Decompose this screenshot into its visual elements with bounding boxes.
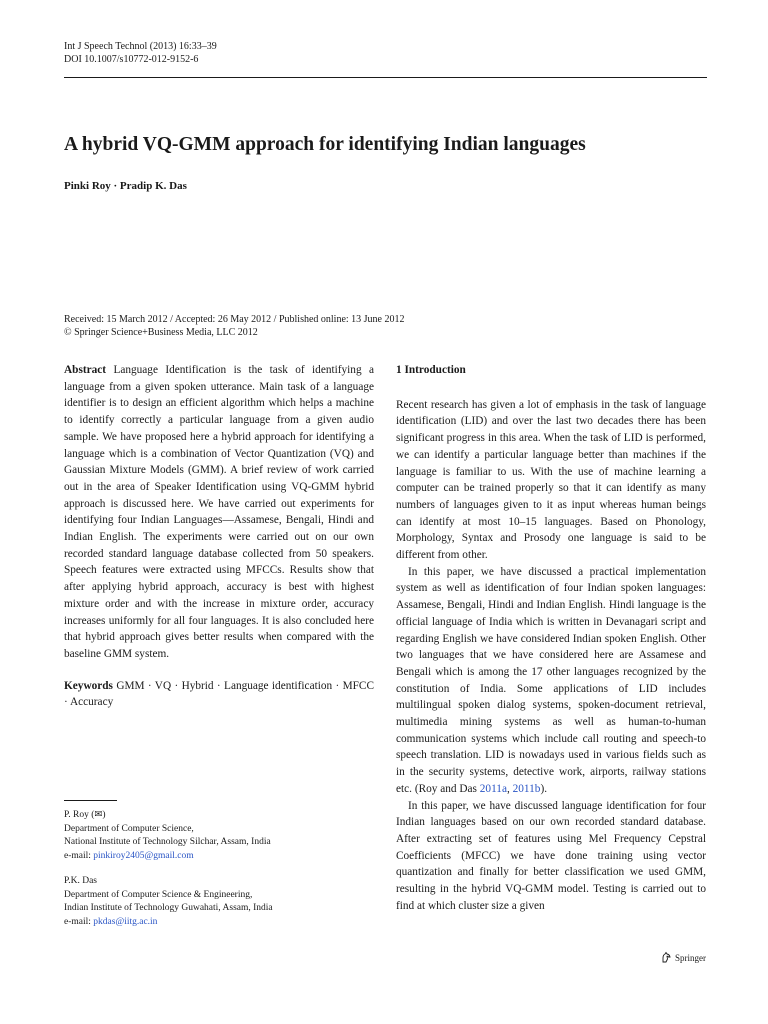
keywords — [64, 678, 374, 711]
email-link-roy[interactable]: pinkiroy2405@gmail.com — [93, 850, 194, 861]
copyright-line: © Springer Science+Business Media, LLC 2012 — [64, 327, 258, 338]
citation-separator: , — [506, 782, 513, 795]
publisher-logo — [660, 951, 706, 964]
citation-close: ). — [540, 782, 548, 795]
right-column — [396, 362, 706, 915]
keywords-label: Keywords — [64, 679, 113, 692]
author-department: Department of Computer Science, — [64, 823, 194, 834]
intro-paragraph-1: Recent research has given a lot of emphasis in the task of language identification (LID) and over the last two decades there has been significant progress in this area. When the task of LID is performed, we can identify a particular language better than machines if the language is familiar to us. With the use of machine learning a computer can be trained properly so that it can identify as many numbers of languages given to it as input whereas human beings can identify at most 10–15 languages. Based on Phonology, Morphology, Syntax and Prosody one language is said to be different from other. — [396, 398, 706, 562]
author-affiliation-roy — [64, 809, 271, 863]
springer-horse-icon — [660, 951, 673, 964]
journal-doi: DOI 10.1007/s10772-012-9152-6 — [64, 54, 199, 65]
abstract — [64, 362, 374, 663]
publisher-name: Springer — [675, 952, 706, 963]
history-dates: Received: 15 March 2012 / Accepted: 26 May 2012 / Published online: 13 June 2012 — [64, 314, 405, 325]
publication-history — [64, 313, 405, 339]
section-heading-introduction: 1 Introduction — [396, 364, 466, 376]
keywords-text: GMM · VQ · Hybrid · Language identification · MFCC · Accuracy — [64, 679, 375, 709]
author-institution: National Institute of Technology Silchar, Assam, India — [64, 837, 271, 847]
author-name: P.K. Das — [64, 876, 97, 886]
intro-paragraph-2 — [396, 564, 706, 798]
abstract-label: Abstract — [64, 364, 107, 376]
journal-info — [64, 40, 217, 66]
author-email-line — [64, 850, 271, 864]
intro-paragraph-3: In this paper, we have discussed language identification for four Indian languages based on our own recorded standard database. After extracting set of features using Mel Frequency Cepstral Coefficients (MFCC) we have done training using vector quantization and finally for better classification we used GMM, resulting in the hybrid VQ-GMM model. Testing is carried out to find at which cluster size a given — [396, 799, 706, 912]
paper-title: A hybrid VQ-GMM approach for identifying Indian languages — [64, 134, 586, 155]
author-list: Pinki Roy · Pradip K. Das — [64, 180, 187, 192]
author-name: P. Roy (✉) — [64, 810, 106, 820]
footnote-rule — [64, 800, 117, 801]
email-link-das[interactable]: pkdas@iitg.ac.in — [93, 916, 158, 927]
email-label: e-mail: — [64, 850, 94, 861]
author-institution: Indian Institute of Technology Guwahati, Assam, India — [64, 903, 273, 913]
journal-citation: Int J Speech Technol (2013) 16:33–39 — [64, 41, 217, 52]
left-column — [64, 362, 374, 711]
author-affiliation-das — [64, 875, 273, 929]
citation-link-2011a[interactable]: 2011a — [479, 782, 507, 795]
email-label: e-mail: — [64, 916, 94, 927]
author-department: Department of Computer Science & Engineering, — [64, 889, 253, 900]
header-rule — [64, 77, 707, 78]
citation-link-2011b[interactable]: 2011b — [512, 782, 541, 795]
author-email-line — [64, 916, 273, 930]
abstract-text: Language Identification is the task of identifying a language from a given spoken utterance. Main task of a language identifier is to design an efficient algorithm which helps a machine to identify correctly a particular language from a given audio sample. We have proposed here a hybrid approach for identifying a language which is a combination of Vector Quantization (VQ) and Gaussian Mixture Models (GMM). A brief review of work carried out in the area of Speaker Identification using VQ-GMM hybrid approach is discussed here. We have carried out experiments for identifying four Indian Languages—Assamese, Bengali, Hindi and Indian English. The experiments were carried out on our own recorded standard language database collected from 50 speakers. Speech features were extracted using MFCCs. Results show that after applying hybrid approach, accuracy is best with highest mixture order and with the increase in mixture order, accuracy increases uniformly for all four languages. It is also concluded here that hybrid approach gives better results when compared with the baseline GMM system. — [64, 364, 374, 660]
intro-paragraph-2-text: In this paper, we have discussed a practical implementation system as well as identification of four Indian spoken languages: Assamese, Bengali, Hindi and Indian English. Hindi language is the official language of India which is written in Devanagari script and regarding English we have considered Indian spoken English. Other two languages that we have considered here are Assamese and Bengali which is among the 17 other languages recognized by the constitution of India. Some applications of LID includes multilingual spoken dialog systems, spoken-document retrieval, multimedia mining systems as well as human-to-human communication systems which include call routing and speech-to speech translation. LID is nowadays used in various fields such as in the security systems, detective work, airports, railway stations etc. (Roy and Das — [396, 565, 706, 795]
